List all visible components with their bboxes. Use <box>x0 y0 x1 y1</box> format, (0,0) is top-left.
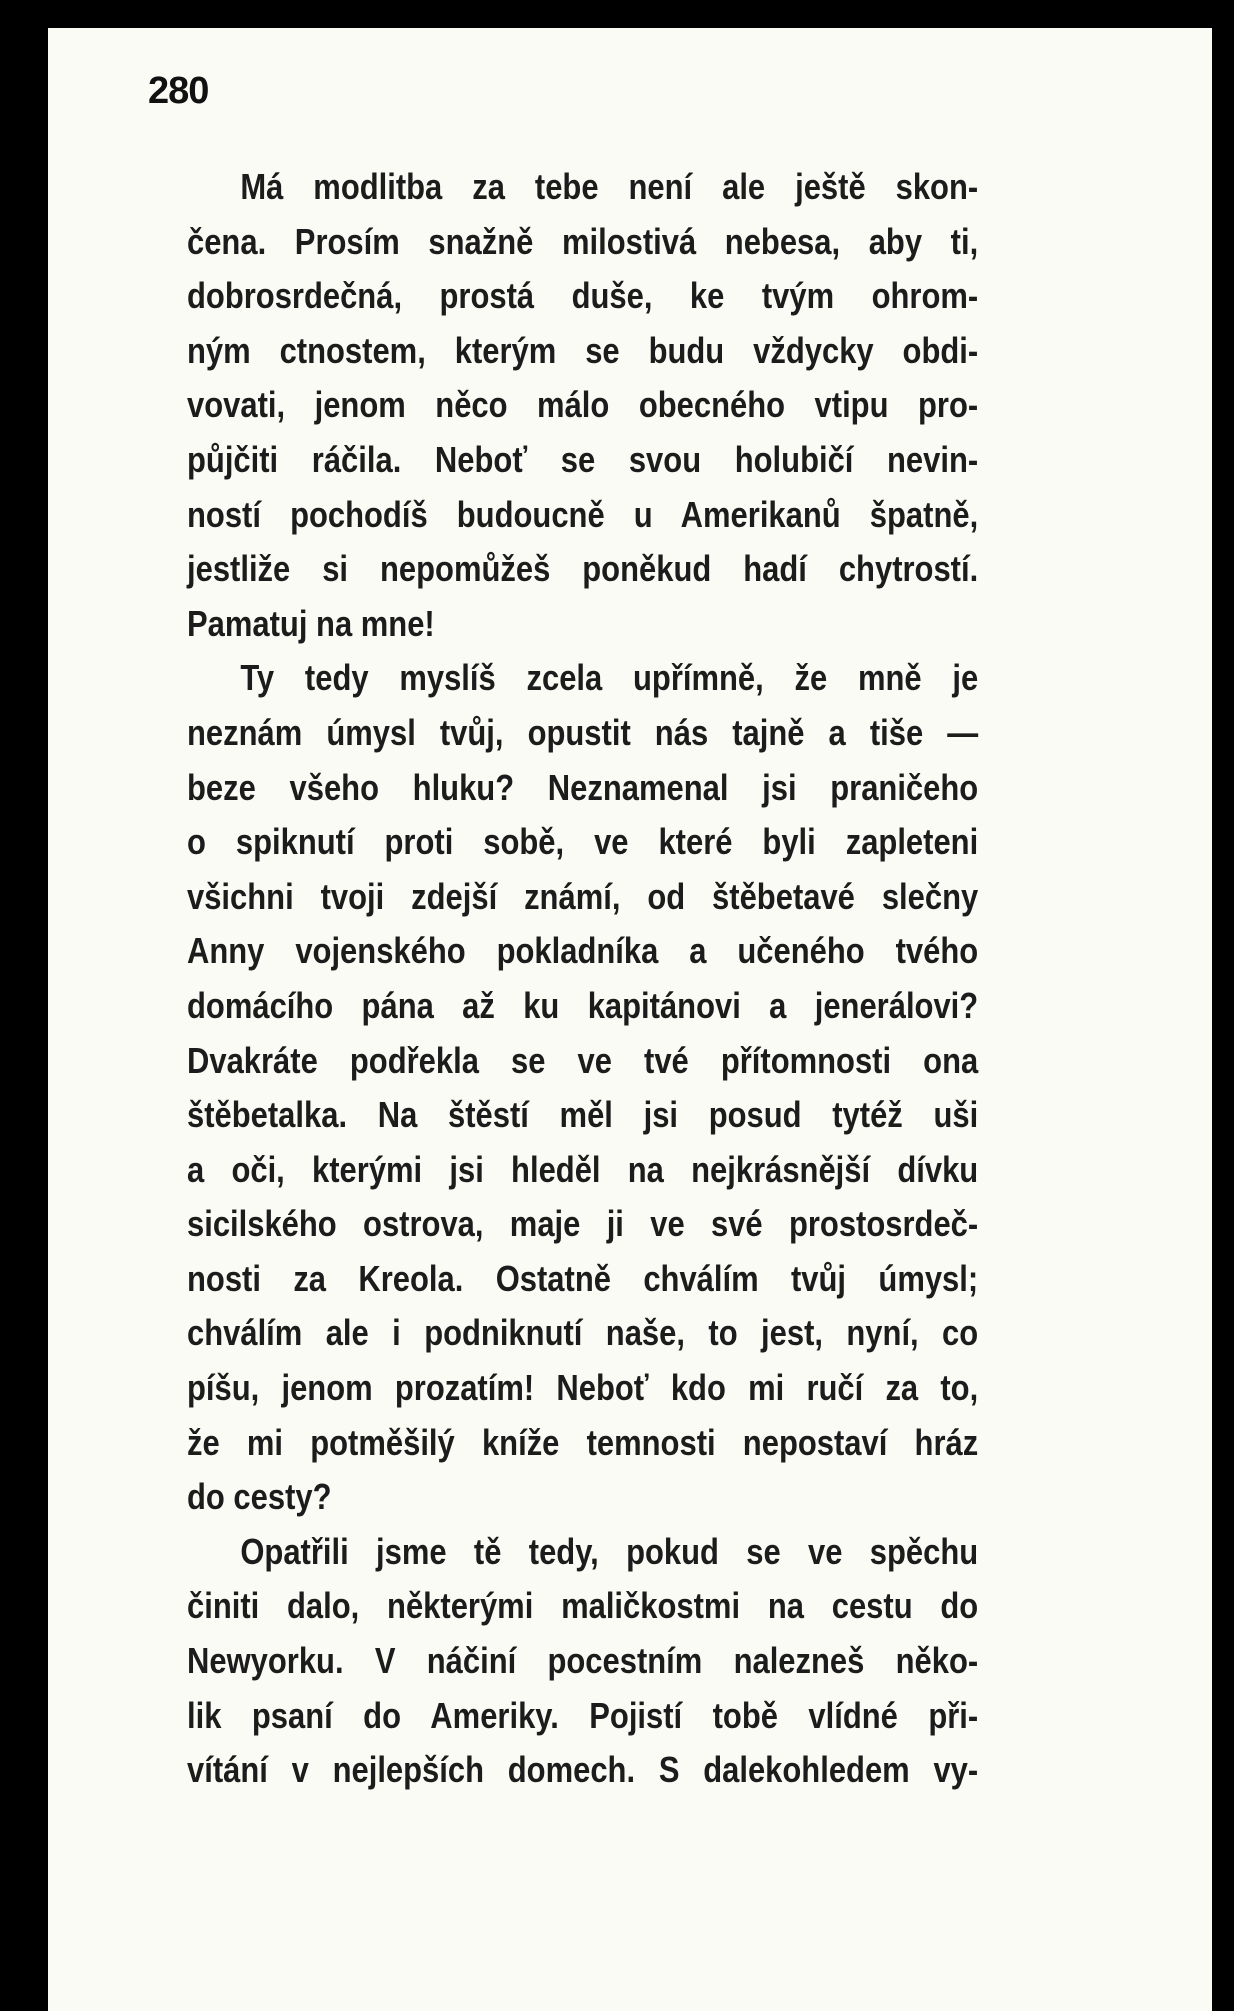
text-line: půjčiti ráčila. Neboť se svou holubičí nevin- <box>187 438 979 480</box>
text-line: beze všeho hluku? Neznamenal jsi praničeho <box>187 766 979 808</box>
text-line: štěbetalka. Na štěstí měl jsi posud tytéž uši <box>187 1094 979 1136</box>
text-line: Ty tedy myslíš zcela upřímně, že mně je <box>240 657 979 699</box>
text-line: neznám úmysl tvůj, opustit nás tajně a tiše — <box>187 711 979 753</box>
text-line: dobrosrdečná, prostá duše, ke tvým ohrom- <box>187 275 979 317</box>
text-line: Pamatuj na mne! <box>187 602 435 644</box>
text-line: nosti za Kreola. Ostatně chválím tvůj úmysl; <box>187 1257 979 1299</box>
text-line: chválím ale i podniknutí naše, to jest, nyní, co <box>187 1312 979 1354</box>
text-line: Anny vojenského pokladníka a učeného tvého <box>187 930 979 972</box>
text-line: a oči, kterými jsi hleděl na nejkrásnější dívku <box>187 1148 979 1190</box>
text-line: Opatřili jsme tě tedy, pokud se ve spěchu <box>240 1530 979 1572</box>
text-line: vovati, jenom něco málo obecného vtipu pro- <box>187 384 979 426</box>
text-line: ným ctnostem, kterým se budu vždycky obdi- <box>187 329 979 371</box>
text-line: domácího pána až ku kapitánovi a jenerálovi? <box>187 984 979 1026</box>
text-line: lik psaní do Ameriky. Pojistí tobě vlídné při- <box>187 1694 979 1736</box>
text-line: Dvakráte podřekla se ve tvé přítomnosti ona <box>187 1039 979 1081</box>
text-line: jestliže si nepomůžeš poněkud hadí chytrostí. <box>187 548 979 590</box>
text-line: činiti dalo, některými maličkostmi na cestu do <box>187 1585 979 1627</box>
text-line: ností pochodíš budoucně u Amerikanů špatně, <box>187 493 979 535</box>
text-line: že mi potměšilý kníže temnosti nepostaví hráz <box>187 1421 979 1463</box>
text-line: do cesty? <box>187 1476 332 1518</box>
page-number: 280 <box>148 70 209 112</box>
text-line: píšu, jenom prozatím! Neboť kdo mi ručí za to, <box>187 1367 979 1409</box>
page-edge-shadow <box>1212 0 1234 2011</box>
text-line: všichni tvoji zdejší známí, od štěbetavé slečny <box>187 875 979 917</box>
text-line: čena. Prosím snažně milostivá nebesa, aby ti, <box>187 220 979 262</box>
text-line: o spiknutí proti sobě, ve které byli zapleteni <box>187 821 979 863</box>
body-text <box>187 160 978 1798</box>
text-line: Má modlitba za tebe není ale ještě skon- <box>240 166 979 207</box>
text-line: sicilského ostrova, maje ji ve své prostosrdeč- <box>187 1203 979 1245</box>
text-line: vítání v nejlepších domech. S dalekohledem vy- <box>187 1749 979 1791</box>
text-line: Newyorku. V náčiní pocestním nalezneš něko- <box>187 1640 979 1682</box>
